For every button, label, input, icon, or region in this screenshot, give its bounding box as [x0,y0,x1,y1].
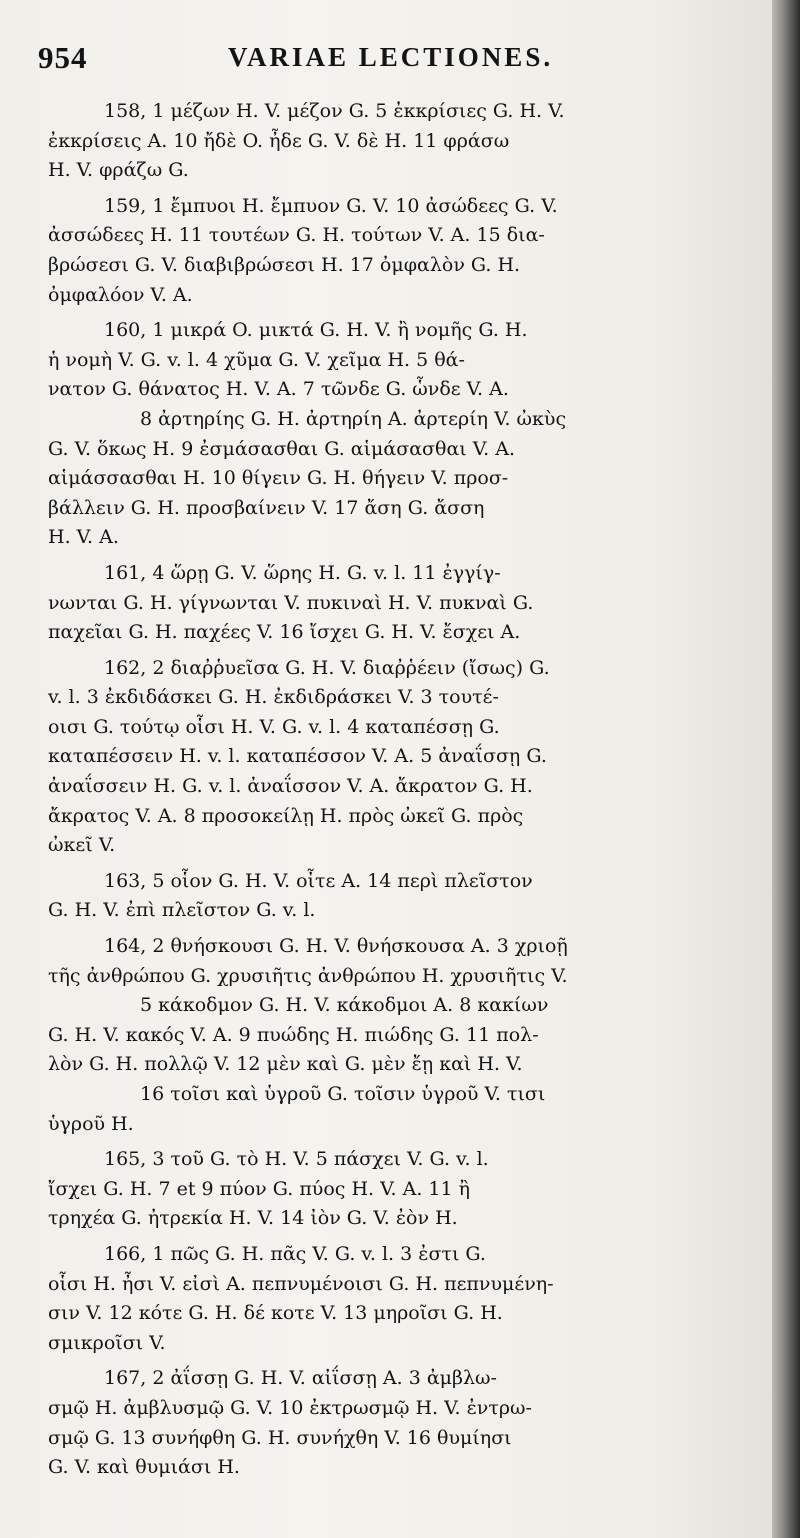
page-gutter-shadow [772,0,800,1538]
text-line: H. V. φράζω G. [48,159,189,182]
entry-block [48,97,762,186]
text-line: νωνται G. H. γίγνωνται V. πυκιναὶ H. V. πυκναὶ G. [48,591,534,614]
text-line: βάλλειν G. H. προσβαίνειν V. 17 ἄση G. ἄσση [48,496,485,519]
text-line: 158, 1 μέζων H. V. μέζον G. 5 ἐκκρίσιες G. H. V. [104,100,565,122]
entry-block [48,1240,762,1358]
text-line: 159, 1 ἔμπυοι H. ἔμπυον G. V. 10 ἀσώδεες G. V. [104,194,558,217]
text-line: ὀμφαλόον V. A. [48,283,193,306]
text-line: τῆς ἀνθρώπου G. χρυσιῆτις ἀνθρώπου H. χρυσιῆτις V. [48,964,568,987]
running-head [0,34,772,84]
text-line: τρηχέα G. ἠτρεκία H. V. 14 ἰὸν G. V. ἐὸν H. [48,1207,458,1230]
text-line: ἀναΐσσειν H. G. v. l. ἀναΐσσον V. A. ἄκρατον G. H. [48,775,533,798]
text-line: 160, 1 μικρά O. μικτά G. H. V. ἢ νομῆς G. H. [104,319,528,342]
text-line: ὠκεῖ V. [48,834,116,857]
text-line: σμῷ H. ἀμβλυσμῷ G. V. 10 ἐκτρωσμῷ H. V. ἐντρω- [48,1396,532,1419]
text-line: 161, 4 ὥρῃ G. V. ὥρης H. G. v. l. 11 ἐγγίγ- [104,561,501,584]
entry-block [48,316,762,553]
text-line: αἱμάσσασθαι H. 10 θίγειν G. H. θήγειν V. προσ- [48,467,509,490]
text-line: 5 κάκοδμον G. H. V. κάκοδμοι A. 8 κακίων [140,994,549,1017]
entry-block [48,867,762,926]
text-line: H. V. A. [48,526,119,549]
text-line: ἀσσώδεες H. 11 τουτέων G. H. τούτων V. A. 15 δια- [48,224,545,247]
text-line: 8 ἀρτηρίης G. H. ἀρτηρίη A. ἀρτερίη V. ὠκὺς [140,407,567,430]
entry-block [48,1145,762,1234]
text-line: 162, 2 διαῤῥυεῖσα G. H. V. διαῤῥέειν (ἴσως) G. [104,656,550,679]
text-line: ἡ νομὴ V. G. v. l. 4 χῦμα G. V. χεῖμα H. 5 θά- [48,348,465,371]
entry-block [48,654,762,861]
text-line: παχεῖαι G. H. παχέες V. 16 ἴσχει G. H. V. ἔσχει A. [48,621,521,644]
text-line: 164, 2 θνήσκουσι G. H. V. θνήσκουσα A. 3 χριοῇ [104,935,568,958]
text-line: ἴσχει G. H. 7 et 9 πύον G. πύος H. V. A. 11 ἢ [48,1177,470,1200]
text-line: G. V. ὅκως H. 9 ἐσμάσασθαι G. αἱμάσασθαι V. A. [48,437,516,460]
text-line: βρώσεσι G. V. διαβιβρώσεσι H. 17 ὀμφαλὸν G. H. [48,253,521,276]
text-line: 166, 1 πῶς G. H. πᾶς V. G. v. l. 3 ἐστι G. [104,1242,486,1265]
text-line: v. l. 3 ἐκδιδάσκει G. H. ἐκδιδράσκει V. 3 τουτέ- [48,686,499,709]
entry-block [48,192,762,310]
text-line: 163, 5 οἷον G. H. V. οἶτε A. 14 περὶ πλεῖστον [104,869,533,892]
text-line: λὸν G. H. πολλῷ V. 12 μὲν καὶ G. μὲν ἔῃ καὶ H. V. [48,1053,523,1076]
text-line: νατον G. θάνατος H. V. A. 7 τῶνδε G. ὧνδε V. A. [48,378,509,401]
running-title: VARIAE LECTIONES. [228,42,554,72]
text-line: σμικροῖσι V. [48,1331,166,1354]
text-line: 165, 3 τοῦ G. τὸ H. V. 5 πάσχει V. G. v. l. [104,1148,489,1171]
text-line: καταπέσσειν H. v. l. καταπέσσον V. A. 5 ἀναΐσσῃ G. [48,745,547,768]
text-line: ὑγροῦ H. [48,1112,134,1135]
entry-block [48,932,762,1139]
text-line: G. H. V. κακός V. A. 9 πυώδης H. πιώδης G. 11 πολ- [48,1023,539,1046]
text-line: 16 τοῖσι καὶ ὑγροῦ G. τοῖσιν ὑγροῦ V. τισι [140,1083,546,1105]
text-line: οισι G. τούτῳ οἷσι H. V. G. v. l. 4 καταπέσσῃ G. [48,715,500,738]
text-line: σιν V. 12 κότε G. H. δέ κοτε V. 13 μηροῖσι G. H. [48,1302,503,1325]
text-line: G. H. V. ἐπὶ πλεῖστον G. v. l. [48,899,316,922]
entry-block [48,559,762,648]
variant-readings-text [48,97,762,1489]
text-line: οἷσι H. ἦσι V. εἰσὶ A. πεπνυμένοισι G. H. πεπνυμένη- [48,1272,554,1295]
text-line: ἐκκρίσεις A. 10 ἤδὲ O. ἦδε G. V. δὲ H. 11 φράσω [48,129,510,152]
page-number: 954 [38,40,88,75]
text-line: σμῷ G. 13 συνήφθη G. H. συνήχθη V. 16 θυμίησι [48,1426,512,1449]
text-line: G. V. καὶ θυμιάσι H. [48,1456,240,1479]
text-line: ἄκρατος V. A. 8 προσοκείλῃ H. πρὸς ὠκεῖ G. πρὸς [48,804,524,827]
text-line: 167, 2 ἀΐσσῃ G. H. V. αἰΐσσῃ A. 3 ἀμβλω- [104,1367,497,1390]
entry-block [48,1364,762,1482]
